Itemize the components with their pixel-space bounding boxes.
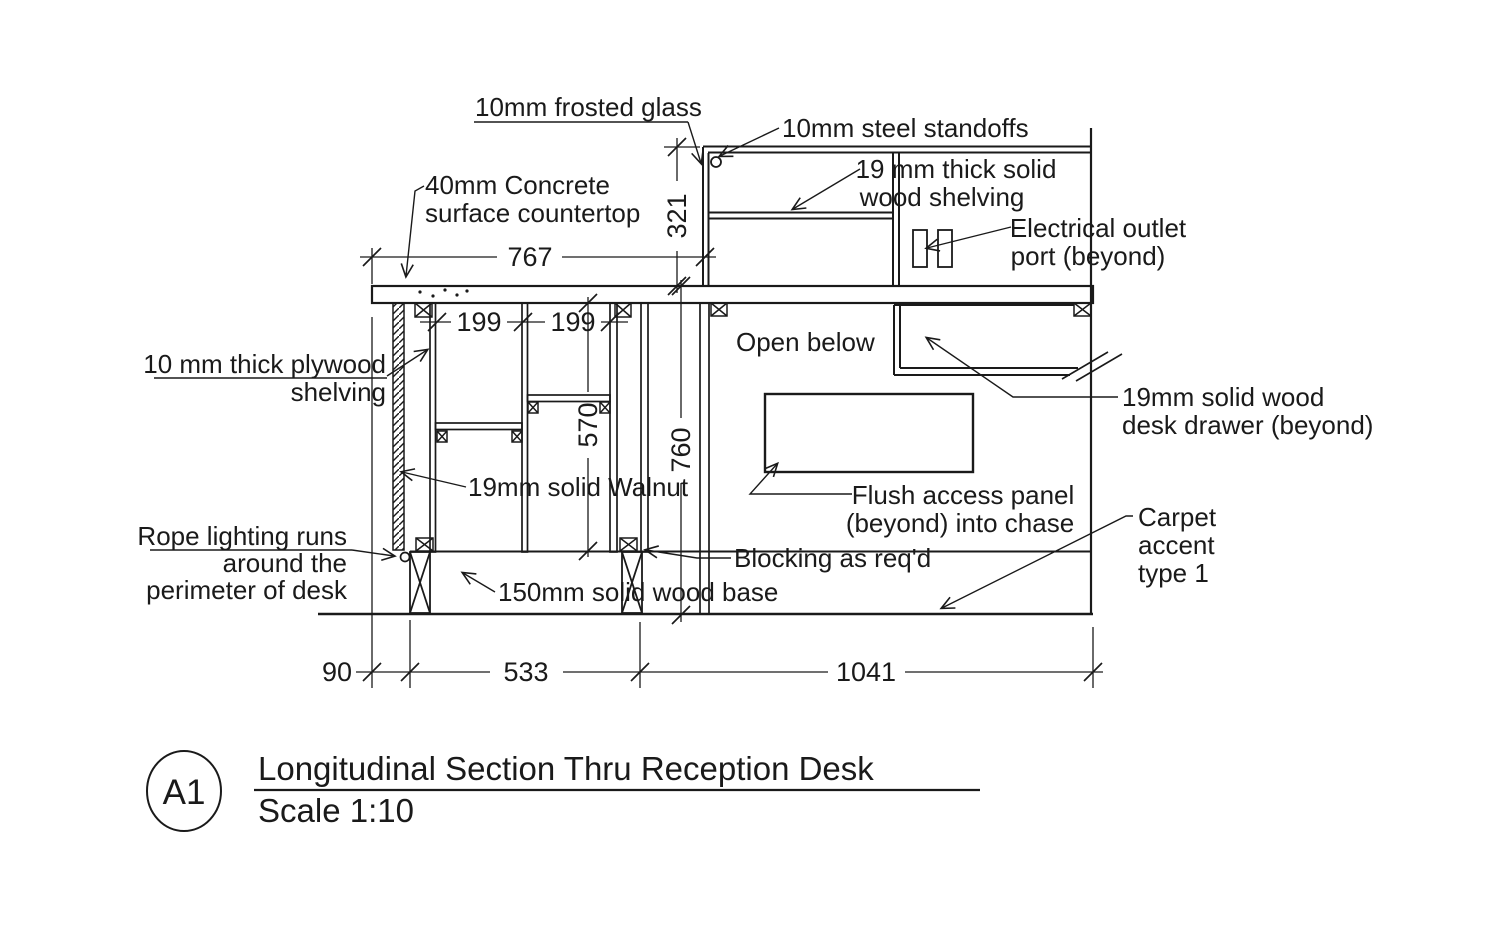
label-concrete-1: 40mm Concrete: [425, 170, 610, 200]
label-wood-shelving-1: 19 mm thick solid: [855, 154, 1057, 184]
label-carpet-3: type 1: [1138, 558, 1209, 588]
label-rope-1: Rope lighting runs: [137, 521, 347, 551]
leader-wood-shelving: [793, 169, 860, 209]
front-partition: [700, 303, 709, 614]
label-carpet-1: Carpet: [1138, 502, 1217, 532]
label-flush-1: Flush access panel: [851, 480, 1075, 510]
dim-text-199b: 199: [550, 307, 596, 337]
label-frosted-glass: 10mm frosted glass: [475, 92, 702, 122]
blocking: [512, 431, 522, 442]
title-block: [147, 750, 980, 831]
label-drawer-1: 19mm solid wood: [1122, 382, 1325, 412]
label-plywood-1: 10 mm thick plywood: [143, 349, 386, 379]
base-post-left: [410, 552, 430, 613]
leader-base: [463, 573, 495, 592]
callout-labels: [137, 92, 1373, 607]
wood-panel: [641, 303, 648, 552]
concrete-countertop: [372, 286, 1093, 303]
label-base: 150mm solid wood base: [498, 577, 779, 607]
detail-reference: A1: [162, 773, 206, 812]
steel-standoff: [711, 157, 721, 167]
dim-text-199a: 199: [456, 307, 502, 337]
hutch-top-shelf: [703, 147, 1092, 153]
label-plywood-2: shelving: [290, 377, 386, 407]
shelf: [436, 423, 523, 430]
blocking: [528, 402, 538, 413]
label-blocking: Blocking as req'd: [734, 543, 932, 573]
label-rope-2: around the: [222, 548, 347, 578]
label-wood-shelving-2: wood shelving: [859, 182, 1025, 212]
label-electrical-2: port (beyond): [1010, 241, 1166, 271]
leader-frosted-glass: [474, 122, 701, 163]
dim-text-760: 760: [666, 427, 696, 473]
flush-access-panel: [765, 394, 973, 472]
walnut-back-panel: [393, 303, 404, 550]
label-flush-2: (beyond) into chase: [845, 508, 1075, 538]
dim-text-533: 533: [503, 657, 549, 687]
label-drawer-2: desk drawer (beyond): [1122, 410, 1374, 440]
dim-text-570: 570: [573, 402, 603, 448]
dim-text-767: 767: [507, 242, 553, 272]
blocking: [620, 538, 637, 551]
frosted-glass-panel: [703, 147, 709, 286]
label-electrical-1: Electrical outlet: [1009, 213, 1187, 243]
wood-panel: [610, 303, 617, 552]
leader-walnut: [402, 472, 466, 487]
drawing-scale: Scale 1:10: [258, 792, 414, 829]
drawing-title: Longitudinal Section Thru Reception Desk: [258, 750, 874, 787]
label-standoffs: 10mm steel standoffs: [782, 113, 1029, 143]
hutch-shelf: [708, 213, 893, 219]
label-rope-3: perimeter of desk: [146, 575, 347, 605]
label-concrete-2: surface countertop: [425, 198, 641, 228]
dim-text-321: 321: [662, 193, 692, 239]
leader-concrete: [406, 186, 424, 276]
electrical-outlets: [913, 230, 952, 267]
shelf: [528, 395, 611, 402]
dim-199-199: [420, 313, 628, 331]
blocking: [1074, 303, 1091, 316]
label-open-below: Open below: [736, 327, 875, 357]
blocking: [437, 431, 447, 442]
label-walnut: 19mm solid Walnut: [468, 472, 689, 502]
blocking: [711, 303, 727, 316]
dim-text-90: 90: [321, 657, 353, 687]
dim-text-1041: 1041: [835, 657, 897, 687]
rope-light: [401, 553, 410, 562]
label-carpet-2: accent: [1138, 530, 1215, 560]
